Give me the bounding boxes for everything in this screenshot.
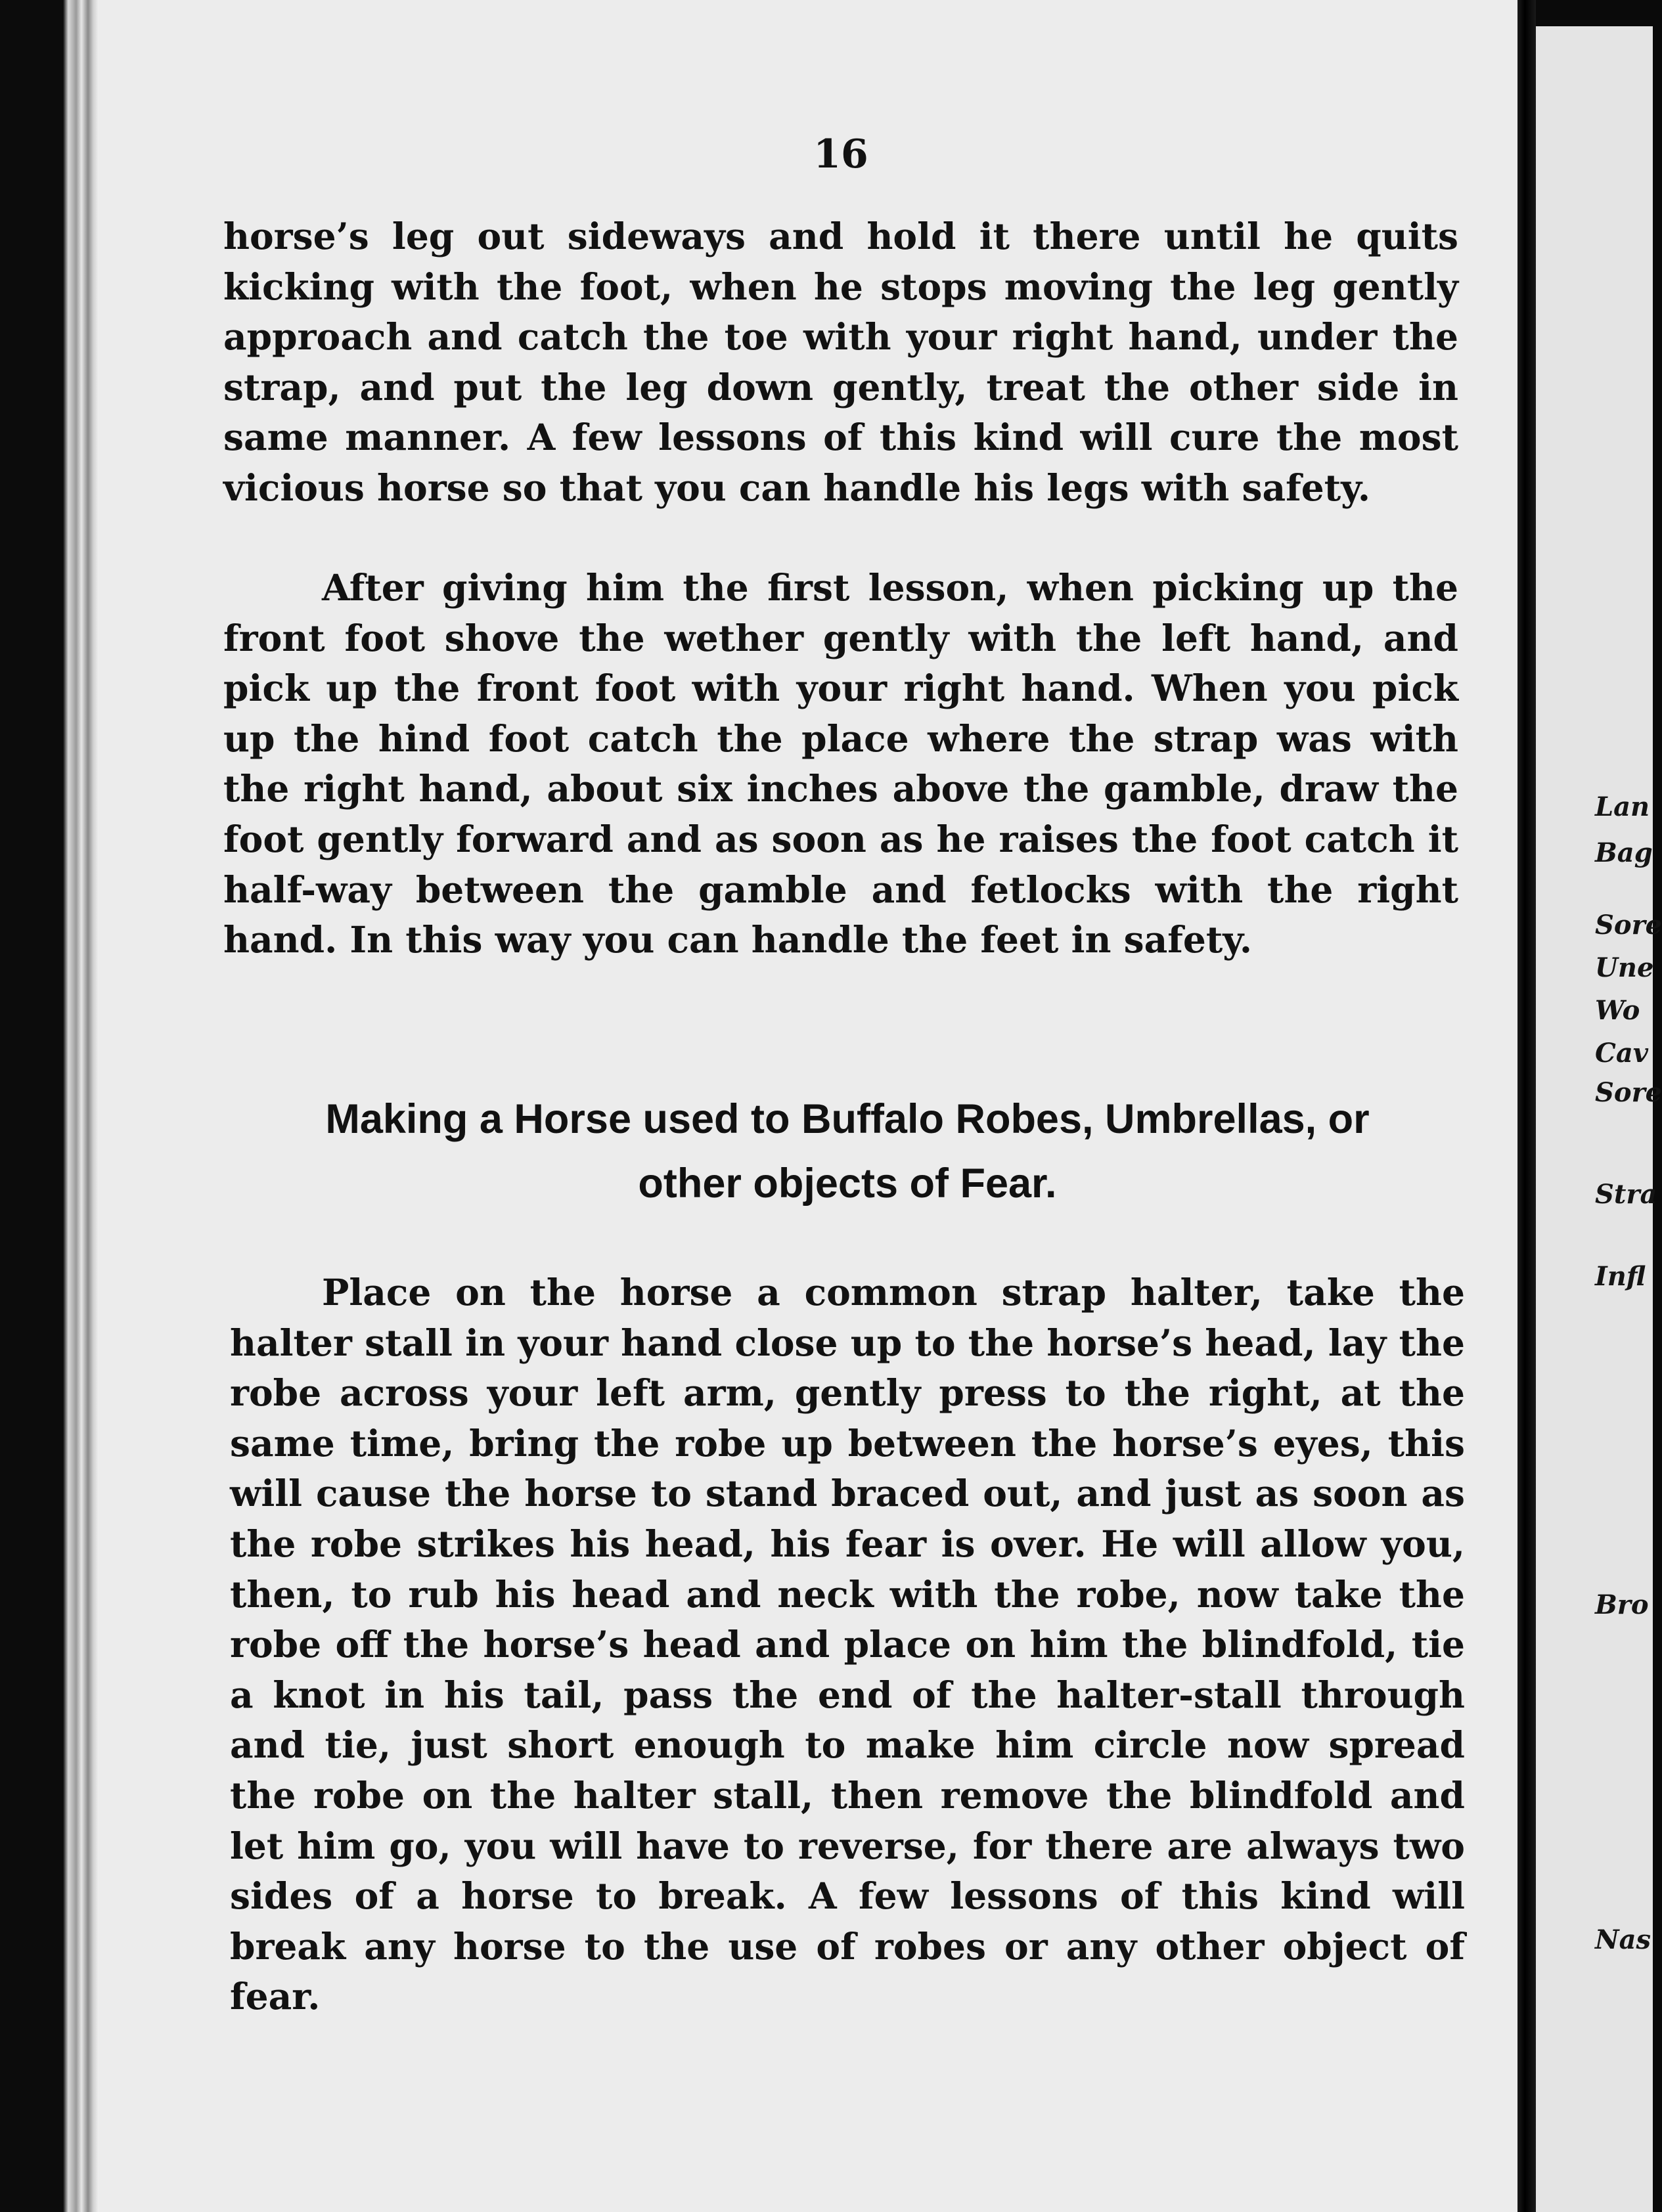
paragraph-2: After giving him the first lesson, when picking up the front foot shove the wether gently with the left hand, and pick up the front foot with your right hand. When you pick up the hind foot catch the place where the strap was with the right hand, about six inches above the gamble, draw the foot gently forward and as soon as he raises the foot catch it half-way between the gamble and fetlocks with the right hand. In this way you can handle the feet in safety. [223, 566, 1458, 962]
adjacent-fragment: Wo [1595, 995, 1640, 1026]
adjacent-fragment: Une [1595, 952, 1654, 983]
adjacent-fragment: Cav [1595, 1038, 1648, 1069]
book-binding [0, 0, 99, 2212]
page-number: 16 [813, 131, 868, 177]
adjacent-fragment: Sore [1595, 1077, 1662, 1108]
adjacent-fragment: Stra [1595, 1179, 1657, 1210]
adjacent-fragment: Bag [1595, 837, 1653, 868]
paragraph-3: Place on the horse a common strap halter, take the halter stall in your hand close up to the horse’s head, lay the robe across your left arm, gently press to the right, at the same time, bring the robe up between the horse’s eyes, this will cause the horse to stand braced out, and just as soon as the robe strikes his head, his fear is over. He will allow you, then, to rub his head and neck with the robe, now take the robe off the horse’s head and place on him the blindfold, tie a knot in his tail, pass the end of the halter-stall through and tie, just short enough to make him circle now spread the robe on the halter stall, then remove the blindfold and let him go, you will have to reverse, for there are always two sides of a horse to break. A few lessons of this kind will break any horse to the use of robes or any other object of fear. [230, 1271, 1465, 2018]
adjacent-page [1536, 26, 1662, 2212]
adjacent-fragment: Infl [1595, 1261, 1646, 1292]
page-content [223, 0, 1465, 2212]
adjacent-fragment: Sore [1595, 910, 1662, 940]
section-heading-line-1: Making a Horse used to Buffalo Robes, Umbrellas, or [325, 1096, 1370, 1142]
paragraph-1: horse’s leg out sideways and hold it there until he quits kicking with the foot, when he stops moving the leg gently approach and catch the toe with your right hand, under the strap, and put the leg down gently, treat the other side in same manner. A few lessons of this kind will cure the most vicious horse so that you can handle his legs with safety. [223, 215, 1458, 509]
adjacent-fragment: Lan [1595, 791, 1650, 822]
adjacent-fragment: Nas [1595, 1924, 1651, 1955]
page-gutter [1517, 0, 1536, 2212]
section-heading-line-2: other objects of Fear. [638, 1161, 1057, 1206]
book-page [99, 0, 1517, 2212]
adjacent-fragment: Bro [1595, 1589, 1649, 1620]
section-heading [223, 1087, 1471, 1216]
